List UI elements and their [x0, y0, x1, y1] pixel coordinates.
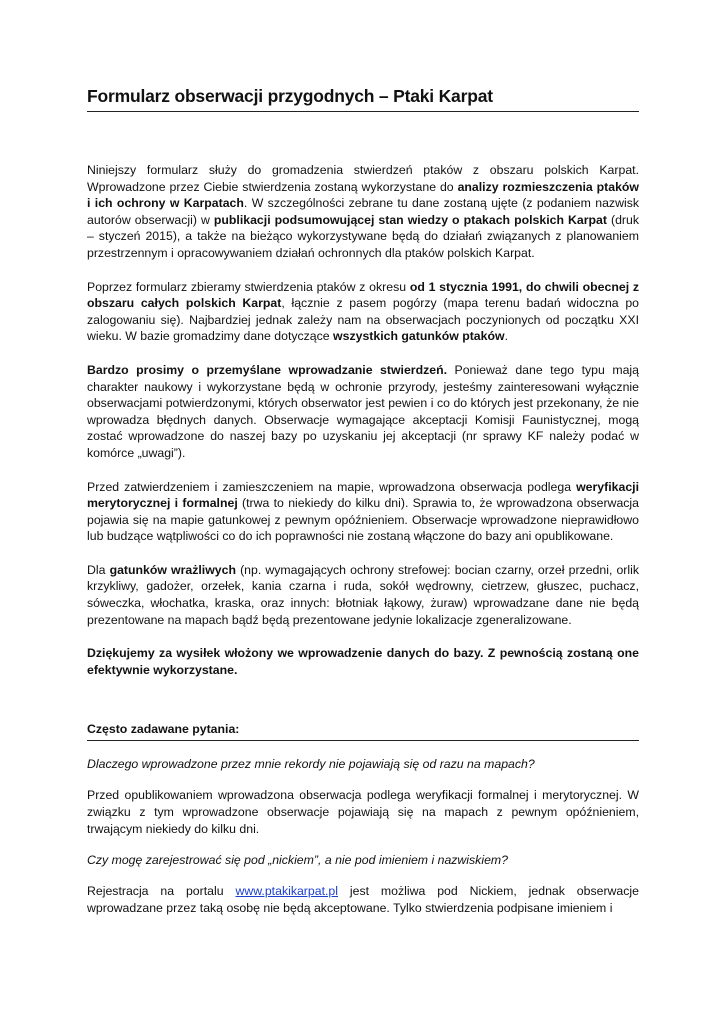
bold-text: od 1 stycznia 1991, do chwili obecnej z obszaru całych polskich Karpat — [87, 279, 639, 311]
faq-question: Czy mogę zarejestrować się pod „nickiem”, a nie pod imieniem i nazwiskiem? — [87, 853, 508, 867]
intro-section — [87, 162, 639, 678]
text-run: Przed zatwierdzeniem i zamieszczeniem na mapie, wprowadzona obserwacja podlega — [87, 479, 577, 494]
text-run: Rejestracja na portalu — [87, 884, 236, 898]
text-run: Niniejszy formularz służy do gromadzenia stwierdzeń ptaków z obszaru polskich Karpat. Wprowadzone przez Ciebie stwierdzenia zostaną wykorzystane do — [87, 163, 639, 194]
text-run: (druk – styczeń 2015), a także na bieżąco wykorzystywane będą do działań związanych z planowaniem przestrzennym i opracowywaniem działań ochronnych dla ptaków polskich Karpat. — [87, 212, 639, 260]
text-run: . W szczególności zebrane tu dane zostaną ujęte (z podaniem nazwisk autorów obserwacji) w — [87, 196, 639, 227]
bold-text: weryfikacji merytorycznej i formalnej — [87, 479, 639, 511]
verification-paragraph — [87, 479, 639, 545]
text-run: , łącznie z pasem pogórzy (mapa terenu badań widoczna po zalogowaniu się). Najbardziej jednak zależy nam na obserwacjach poczynionych od początku XXI wieku. W bazie gromadzimy dane dotyczące — [87, 296, 639, 344]
text-run: (trwa to niekiedy do kilku dni). Sprawia to, że wprowadzona obserwacja pojawia się na mapie gatunkowej z pewnym opóźnieniem. Obserwacje wprowadzone nieprawidłowo lub budzące wątpliwości co do ich poprawności nie zostaną włączone do bazy ani opublikowane. — [87, 496, 639, 544]
bold-text: Bardzo prosimy o przemyślane wprowadzanie stwierdzeń. — [87, 362, 448, 377]
faq-question: Dlaczego wprowadzone przez mnie rekordy nie pojawiają się od razu na mapach? — [87, 757, 535, 771]
faq-answer — [87, 883, 639, 917]
text-run: Ponieważ dane tego typu mają charakter naukowy i wykorzystane będą w ochronie przyrody, jesteśmy zainteresowani wyłącznie obserwacjami potwierdzonymi, których obserwator jest pewien i co do których jest przekonany, że nie wprowadza błędnych danych. Obserwacje wymagające akceptacji Komisji Faunistycznej, mogą zostać wprowadzone do naszej bazy po uzyskaniu jej akceptacji (nr sprawy KF należy podać w komórce „uwagi”). — [87, 362, 639, 460]
portal-link[interactable]: www.ptakikarpat.pl — [235, 884, 338, 898]
text-run: . — [504, 329, 508, 344]
thanks-paragraph — [87, 645, 639, 678]
faq-answer: Przed opublikowaniem wprowadzona obserwacja podlega weryfikacji formalnej i merytorycznej. W związku z tym wprowadzone obserwacje pojawiają się na mapach z pewnym opóźnieniem, trwającym niekiedy do kilku dni. — [87, 788, 639, 836]
intro-paragraph — [87, 162, 639, 262]
scope-paragraph — [87, 279, 639, 345]
bold-text: gatunków wrażliwych — [109, 562, 236, 577]
bold-text: analizy rozmieszczenia ptaków i ich ochrony w Karpatach — [87, 179, 639, 211]
bold-text: Dziękujemy za wysiłek włożony we wprowadzenie danych do bazy. Z pewnością zostaną one efektywnie wykorzystane. — [87, 646, 639, 677]
text-run: (np. wymagających ochrony strefowej: bocian czarny, orzeł przedni, orlik krzykliwy, gadożer, orzełek, kania czarna i ruda, sokół wędrowny, cietrzew, głuszec, puchacz, sóweczka, włochatka, kraska, oraz innych: błotniak łąkowy, żuraw) wprowadzane dane nie będą prezentowane na mapach bądź będą prezentowane jedynie lokalizacje zgeneralizowane. — [87, 562, 640, 627]
text-run: Poprzez formularz zbieramy stwierdzenia ptaków z okresu — [87, 279, 410, 294]
text-run: jest możliwa pod Nickiem, jednak obserwacje wprowadzane przez taką osobę nie będą akceptowane. Tylko stwierdzenia podpisane imieniem i — [87, 884, 639, 915]
sensitive-species-paragraph — [87, 562, 639, 628]
faq-heading: Często zadawane pytania: — [87, 722, 639, 741]
bold-text: publikacji podsumowującej stan wiedzy o ptakach polskich Karpat — [213, 212, 607, 227]
bold-text: wszystkich gatunków ptaków — [333, 329, 505, 344]
document-title: Formularz obserwacji przygodnych – Ptaki Karpat — [87, 86, 639, 112]
request-paragraph — [87, 362, 639, 462]
text-run: Dla — [87, 562, 110, 577]
faq-section — [87, 756, 639, 931]
